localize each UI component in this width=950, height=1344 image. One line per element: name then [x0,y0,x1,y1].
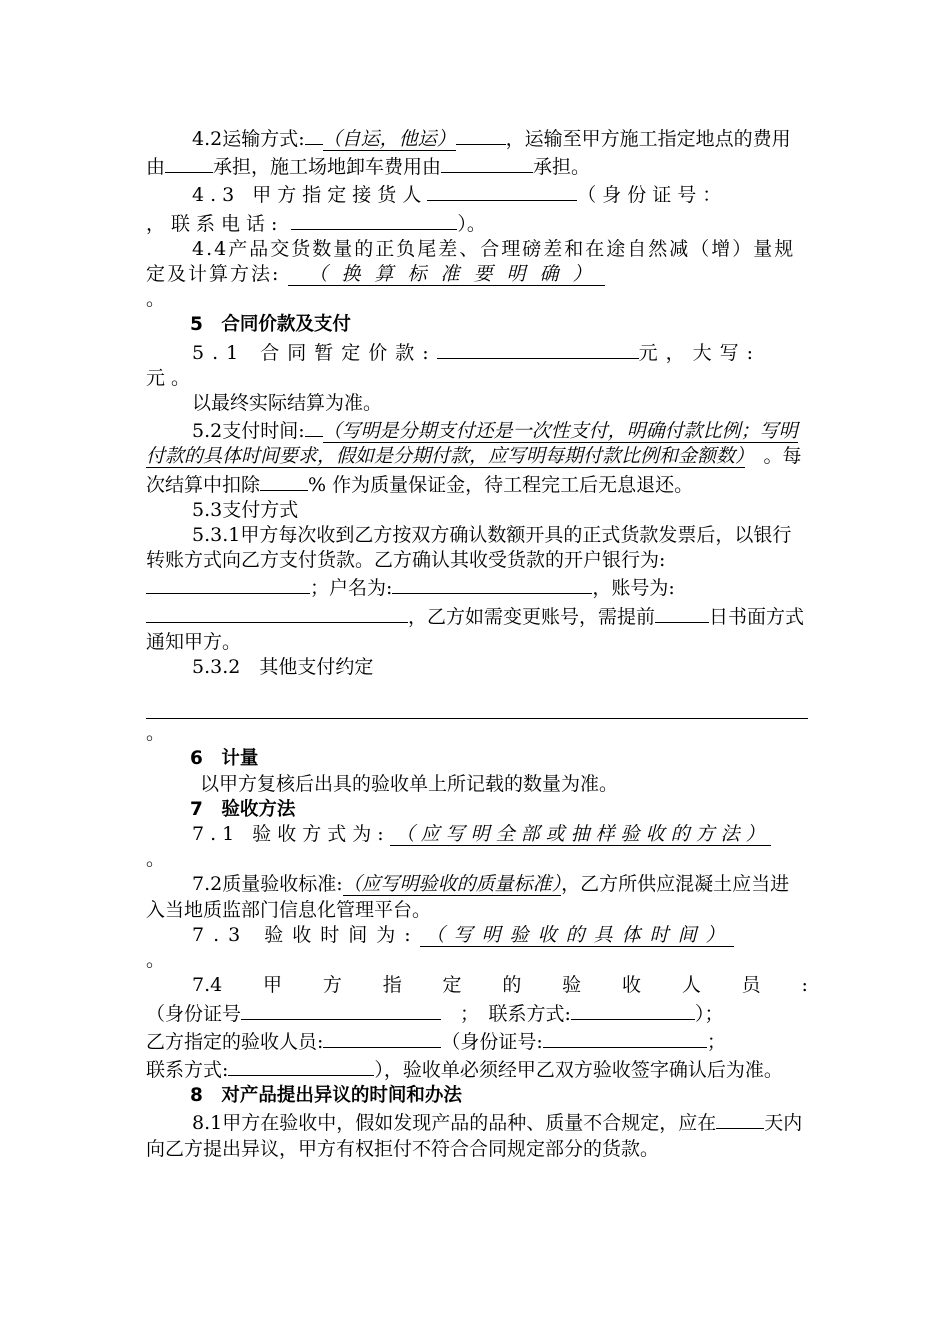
clause-7-1: 7.1 验收方式为: （应写明全部或抽样验收的方法） [192,823,771,846]
clause-5-3-2-end: 。 [146,722,166,745]
clause-5-1-cont: 元 。 [146,366,191,389]
bank-name-blank[interactable] [146,573,310,594]
clause-5-3-1: 5.3.1甲方每次收到乙方按双方确认数额开具的正式货款发票后，以银行转账方式向乙方支付货款。乙方确认其收受货款的开户银行为:；户名为: ，账号为:，乙方如需变更账号，需提前 日书面方式通知甲方。 [146,524,805,653]
clause-7-3: 7.3 验收时间为: （写明验收的具体时间） [192,923,734,946]
notice-days-blank[interactable] [655,602,709,623]
clause-7-3-end: 。 [146,949,166,972]
inspection-method-fill[interactable]: （应写明全部或抽样验收的方法） [390,823,771,846]
clause-4-2: 4.2运输方式: （自运，他运） ，运输至甲方施工指定地点的费用由 承担，施工场地卸车费用由 承担。 [146,124,808,180]
clause-5-2: 5.2支付时间: （写明是分期支付还是一次性支付，明确付款比例；写明付款的具体时间要求，假如是分期付款，应写明每期付款比例和金额数） 。每次结算中扣除 % 作为质量保证金，待工程完工后无息退还。 [146,416,808,498]
calc-method-fill[interactable]: （换算标准要明确） [288,263,605,286]
clause-4-4-end: 。 [146,288,166,311]
unloading-payer-blank[interactable] [165,152,213,173]
clause-7-4-line2: （身份证号 ； 联系方式: ）； [146,999,808,1027]
heading-7: 7 验收方法 [190,798,296,820]
clause-8-1: 8.1甲方在验收中，假如发现产品的品种、质量不合规定，应在 天内向乙方提出异议，甲方有权拒付不符合合同规定部分的货款。 [146,1108,808,1161]
transport-mode-fill[interactable]: （自运，他运） [322,128,456,150]
buyer-inspector-id-blank[interactable] [241,999,441,1020]
seller-inspector-blank[interactable] [323,1027,441,1048]
heading-6: 6 计量 [190,748,259,770]
site-unload-payer-blank[interactable] [441,152,533,173]
clause-7-2: 7.2质量验收标准:（应写明验收的质量标准），乙方所供应混凝土应当进入当地质监部门信息化管理平台。 [146,873,790,921]
contract-price-blank[interactable] [437,338,639,359]
account-name-blank[interactable] [392,573,592,594]
clause-4-2-label: 4.2运输方式: [192,128,305,150]
receiver-name-blank[interactable] [427,180,577,201]
account-number-blank[interactable] [146,602,408,623]
clause-5-1: 5.1 合同暂定价款: 元，大写: [146,338,808,366]
quality-standard-fill[interactable]: （应写明验收的质量标准） [342,873,562,896]
seller-inspector-phone-blank[interactable] [228,1055,374,1076]
payment-time-fill[interactable]: （写明是分期支付还是一次性支付，明确付款比例；写明付款的具体时间要求，假如是分期付款，应写明每期付款比例和金额数） [146,420,798,468]
seller-inspector-id-blank[interactable] [543,1027,707,1048]
clause-5-1-final: 以最终实际结算为准。 [192,392,383,415]
inspection-time-fill[interactable]: （写明验收的具体时间） [420,924,734,947]
clause-7-4-line4: 联系方式: ），验收单必须经甲乙双方验收签字确认后为准。 [146,1055,808,1083]
retention-percent-blank[interactable] [260,470,308,491]
clause-4-4: 4.4产品交货数量的正负尾差、合理磅差和在途自然减（增）量规定及计算方法: （换算标准要明确） [146,237,796,286]
clause-6: 以甲方复核后出具的验收单上所记载的数量为准。 [200,772,619,795]
clause-7-1-end: 。 [146,848,166,871]
clause-4-3: 4.3 甲方指定接货人 （身份证号： [146,180,808,208]
clause-5-3: 5.3支付方式 [192,498,299,521]
clause-7-4: 7.4 甲 方 指 定 的 验 收 人 员 : [192,974,808,997]
clause-7-4-line3: 乙方指定的验收人员: （身份证号: ； [146,1027,808,1055]
contract-page [146,124,808,1162]
heading-8: 8 对产品提出异议的时间和办法 [190,1085,462,1107]
buyer-inspector-phone-blank[interactable] [571,999,695,1020]
clause-4-3-cont: ，联系电话: ）。 [146,209,808,237]
objection-days-blank[interactable] [716,1108,764,1129]
other-payment-terms-line[interactable] [146,680,808,719]
clause-5-3-2: 5.3.2 其他支付约定 [192,656,374,679]
heading-5: 5 合同价款及支付 [190,314,351,336]
receiver-phone-blank[interactable] [291,209,457,230]
